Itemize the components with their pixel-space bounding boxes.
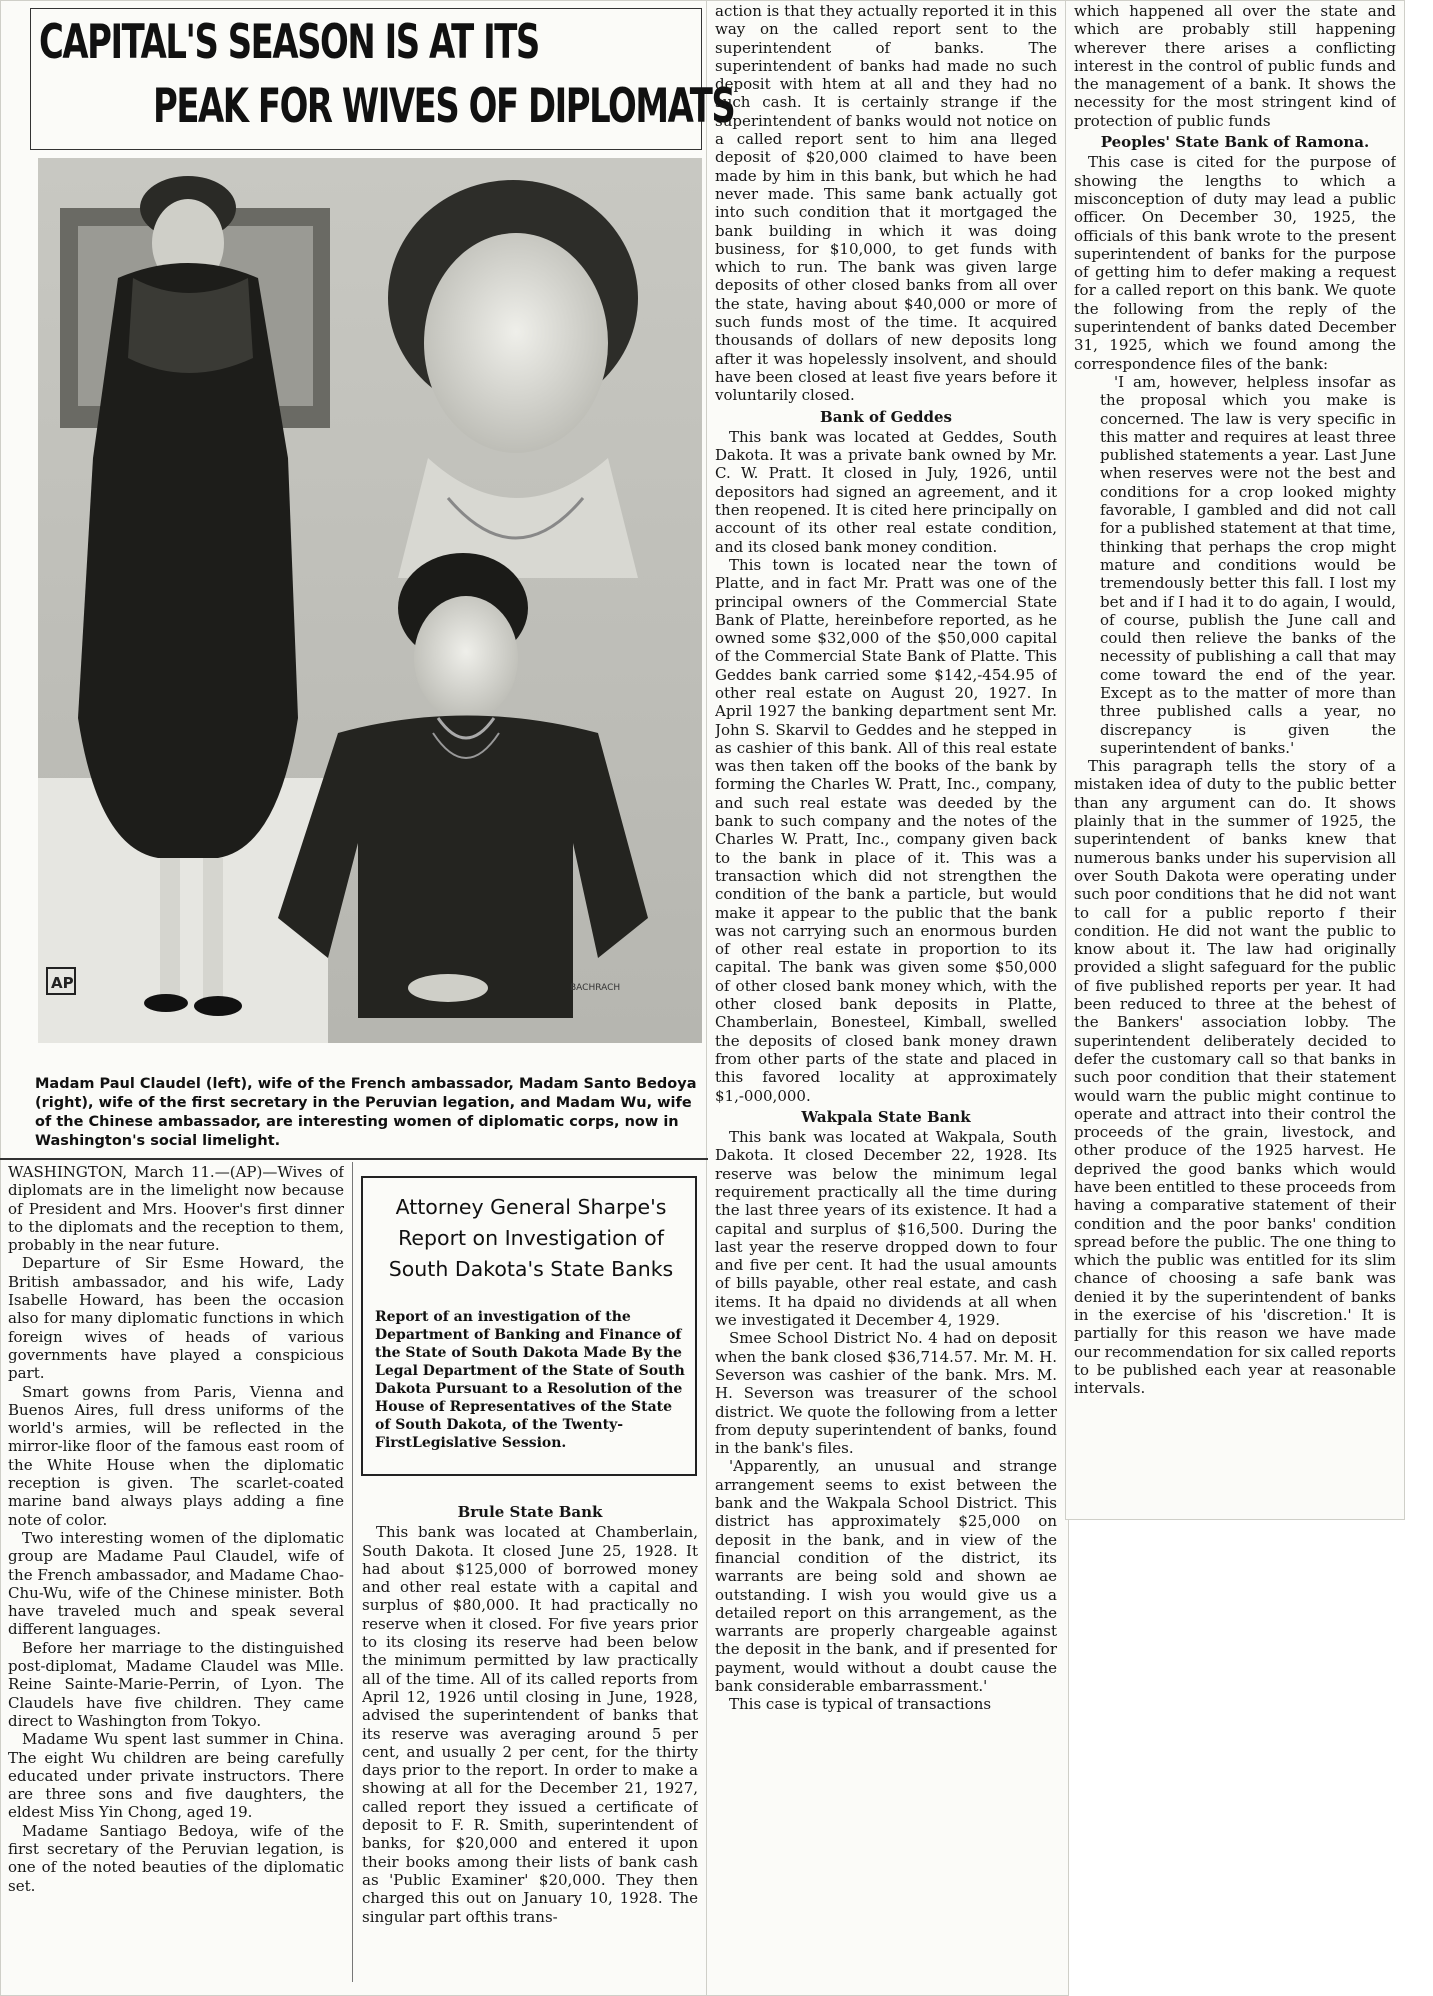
article-paragraph: Departure of Sir Esme Howard, the British ambassador, and his wife, Lady Isabelle Howard, has been the occasion also for many diplomatic functions in which foreign wives of heads of various governments have played a conspicious part. [8, 1254, 344, 1383]
brule-text: This bank was located at Chamberlain, South Dakota. It closed June 25, 1928. It had about $125,000 of borrowed money and other real estate with a capital and surplus of $80,000. It had practically no reserve when it closed. For five years prior to its closing its reserve had been below the minimum permitted by law practically all of the time. All of its called reports from April 12, 1926 until closing in June, 1928, advised the superintendent of banks that its reserve was averaging around 5 per cent, and usually 2 per cent, for the thirty days prior to the report. In order to make a showing at all for the December 21, 1927, called report they issued a certificate of deposit to F. R. Smith, superintendent of banks, for $20,000 and entered it upon their books among their lists of bank cash as 'Public Examiner' $20,000. They then charged this out on January 10, 1928. The singular part ofthis trans- [362, 1523, 698, 1926]
right-paragraph: This paragraph tells the story of a mistaken idea of duty to the public better than any argument can do. It shows plainly that in the summer of 1925, the superintendent of banks knew that numerous banks under his supervision all over South Dakota were operating under such poor conditions that he did not want to call for a public reporto f their condition. He did not want the public to know about it. The law had originally provided a slight safeguard for the public of five published reports per year. It had been reduced to three at the behest of the Bankers' association lobby. The superintendent deliberately decided to defer the customary call so that banks in such poor condition that their statement would warn the public might continue to operate and attract into their control the proceeds of the grain, livestock, and other produce of the 1925 harvest. He deprived the good banks which would have been entitled to these proceeds from having a comparative statement of their condition and the poor banks' condition spread before the public. The one thing to which the public was entitled for its slim chance of choosing a safe bank was denied it by the superintendent of banks in the exercise of his 'discretion.' It is partially for this reason we have made our recommendation for six called reports to be published each year at reasonable intervals. [1074, 757, 1396, 1398]
brule-section [362, 1500, 698, 1990]
photo-composite [38, 158, 702, 1043]
middle-paragraph: action is that they actually reported it in this way on the called report sent to the superintendent of banks. The superintendent of banks had made no such deposit with htem at all and they had no such cash. It is certainly strange if the superintendent of banks would not notice on a called report sent to him ana lleged deposit of $20,000 claimed to have been made by him in this bank, but which he had never made. This same bank actually got into such condition that it mortgaged the bank building in which it was doing business, for $10,000, to get funds with which to run. The bank was given large deposits of other closed banks from all over the state, having about $40,000 or more of such funds most of the time. It acquired thousands of dollars of new deposits long after it was hopelessly insolvent, and should have been closed at least five years before it voluntarily closed. [715, 2, 1057, 405]
middle-paragraph: 'Apparently, an unusual and strange arrangement seems to exist between the bank and the Wakpala School District. This district has approximately $25,000 on deposit in the bank, and in view of the financial condition of the district, its warrants are being sold and shown ae outstanding. I wish you would give us a detailed report on this arrangement, as the warrants are properly chargeable against the deposit in the bank, and if presented for payment, would without a doubt cause the bank considerable embarrassment.' [715, 1457, 1057, 1696]
brule-heading: Brule State Bank [457, 1503, 603, 1521]
article-paragraph: Smart gowns from Paris, Vienna and Buenos Aires, full dress uniforms of the world's armies, will be reflected in the mirror-like floor of the famous east room of the White House when the diplomatic reception is given. The scarlet-coated marine band always plays adding a fine note of color. [8, 1382, 344, 1529]
report-title-box [361, 1176, 697, 1476]
article-paragraph: Madame Santiago Bedoya, wife of the first secretary of the Peruvian legation, is one of the noted beauties of the diplomatic set. [8, 1821, 344, 1895]
middle-paragraph: This bank was located at Wakpala, South Dakota. It closed December 22, 1928. Its reserve was below the minimum legal requirement practically all the time during the last three years of its existence. It had a capital and surplus of $16,500. During the last year the reserve dropped down to four and five per cent. It had the usual amounts of bills payable, other real estate, and cash items. It ha dpaid no dividends at all when we investigated it December 4, 1929. [715, 1128, 1057, 1330]
photo-caption: Madam Paul Claudel (left), wife of the French ambassador, Madam Santo Bedoya (right), wife of the first secretary in the Peruvian legation, and Madam Wu, wife of the Chinese ambassador, are interesting women of diplomatic corps, now in Washington's social limelight. [35, 1076, 697, 1149]
ap-logo: AP [51, 974, 74, 992]
article-paragraph: WASHINGTON, March 11.—(AP)—Wives of diplomats are in the limelight now because of President and Mrs. Hoover's first dinner to the diplomats and the reception to them, probably in the near future. [8, 1163, 344, 1255]
middle-subheading: Bank of Geddes [820, 407, 952, 426]
article-paragraph: Before her marriage to the distinguished post-diplomat, Madame Claudel was Mlle. Reine Sainte-Marie-Perrin, of Lyon. The Claudels have five children. They came direct to Washington from Tokyo. [8, 1638, 344, 1730]
article-paragraph: Madame Wu spent last summer in China. The eight Wu children are being carefully educated under private instructors. There are three sons and five daughters, the eldest Miss Yin Chong, aged 19. [8, 1730, 344, 1822]
headline-box [30, 8, 735, 150]
diplomats-photo [38, 158, 702, 1043]
right-paragraph: which happened all over the state and which are probably still happening wherever there arises a conflicting interest in the control of public funds and the management of a bank. It shows the necessity for the most stringent kind of protection of public funds [1074, 2, 1396, 130]
middle-paragraph: Smee School District No. 4 had on deposit when the bank closed $36,714.57. Mr. M. H. Severson was cashier of the bank. Mrs. M. H. Severson was treasurer of the school district. We quote the following from a letter from deputy superintendent of banks, found in the bank's files. [715, 1329, 1057, 1458]
middle-paragraph: This bank was located at Geddes, South Dakota. It was a private bank owned by Mr. C. W. Pratt. It closed in July, 1926, until depositors had signed an agreement, and it then reopened. It is cited here principally on account of its other real estate condition, and its closed bank money condition. [715, 427, 1057, 556]
article-paragraph: Two interesting women of the diplomatic group are Madame Paul Claudel, wife of the French ambassador, and Madame Chao-Chu-Wu, wife of the Chinese minister. Both have traveled much and speak several different languages. [8, 1528, 344, 1639]
right-paragraph: 'I am, however, helpless insofar as the proposal which you make is concerned. The law is very specific in this matter and requires at least three published statements a year. Last June when reserves were not the best and conditions for a crop looked mighty favorable, I gambled and did not call for a published statement at that time, thinking that perhaps the crop might mature and conditions would be tremendously better this fall. I lost my bet and if I had it to do again, I would, of course, publish the June call and could then relieve the banks of the necessity of publishing a call that may come toward the end of the year. Except as to the matter of more than three published calls a year, no discrepancy is given the superintendent of banks.' [1100, 372, 1396, 757]
middle-paragraph: This town is located near the town of Platte, and in fact Mr. Pratt was one of the principal owners of the Commercial State Bank of Platte, hereinbefore reported, as he owned some $32,000 of the $50,000 capital of the Commercial State Bank of Platte. This Geddes bank carried some $142,-454.95 of other real estate on August 20, 1927. In April 1927 the banking department sent Mr. John S. Skarvil to Geddes and he stepped in as cashier of this bank. All of this real estate was then taken off the books of the bank by forming the Charles W. Pratt, Inc., company, and such real estate was deeded by the bank to such company and the notes of the Charles W. Pratt, Inc., company given back to the bank in place of it. This was a transaction which did not strengthen the condition of the bank a particle, but would make it appear to the public that the bank was not carrying such an enormous burden of other real estate in proportion to its capital. The bank was given some $50,000 of other closed bank money which, with the other closed bank deposits in Platte, Chamberlain, Bonesteel, Kimball, swelled the deposits of closed bank money drawn from other parts of the state and placed in this favored locality at approximately $1,-000,000. [715, 555, 1057, 1105]
report-title: Attorney General Sharpe's Report on Investigation of South Dakota's State Banks [388, 1195, 674, 1281]
middle-subheading: Wakpala State Bank [801, 1107, 971, 1126]
middle-paragraph: This case is typical of transactions [729, 1695, 992, 1714]
right-column [1074, 2, 1396, 1514]
right-paragraph: This case is cited for the purpose of showing the lengths to which a misconception of duty may lead a public officer. On December 30, 1925, the officials of this bank wrote to the present superintendent of banks for the purpose of getting him to defer making a request for a called report on this bank. We quote the following from the reply of the superintendent of banks dated December 31, 1925, which we found among the correspondence files of the bank: [1074, 153, 1396, 373]
report-subtitle: Report of an investigation of the Department of Banking and Finance of the State of South Dakota Made By the Legal Department of the State of South Dakota Pursuant to a Resolution of the House of Representatives of the State of South Dakota, of the Twenty-FirstLegislative Session. [375, 1309, 685, 1451]
photo-credit: BACHRACH [570, 983, 621, 993]
headline-line-2: PEAK FOR WIVES OF DIPLOMATS [153, 79, 735, 134]
column-rule-left [352, 1162, 353, 1982]
middle-column [715, 2, 1057, 1992]
headline-line-1: CAPITAL'S SEASON IS AT ITS [39, 15, 539, 70]
article-washington [8, 1163, 344, 1991]
right-subheading: Peoples' State Bank of Ramona. [1100, 133, 1370, 152]
caption-rule [0, 1158, 708, 1160]
